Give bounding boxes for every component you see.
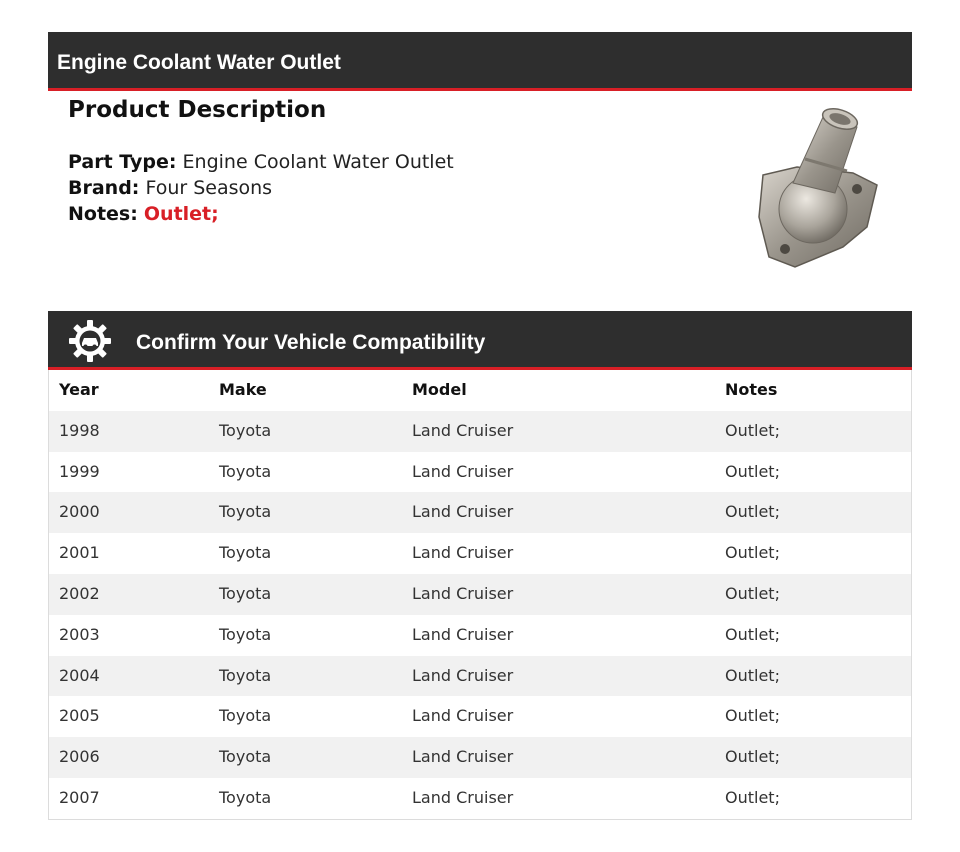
model-cell: Land Cruiser <box>412 502 514 522</box>
notes-cell: Outlet; <box>725 420 780 440</box>
make-cell: Toyota <box>219 583 272 603</box>
compatibility-banner <box>48 311 912 370</box>
part-type-line <box>68 151 454 173</box>
notes-cell: Outlet; <box>725 747 780 767</box>
year-cell: 2005 <box>59 706 100 726</box>
brand-label: Brand: <box>68 177 140 199</box>
table-row <box>49 656 911 697</box>
year-cell: 2003 <box>59 624 100 644</box>
make-cell: Toyota <box>219 420 272 440</box>
make-cell: Toyota <box>219 747 272 767</box>
year-cell: 2002 <box>59 583 100 603</box>
notes-cell: Outlet; <box>725 461 780 481</box>
year-cell: 2004 <box>59 665 100 685</box>
make-cell: Toyota <box>219 665 272 685</box>
make-cell: Toyota <box>219 787 272 807</box>
column-header-make: Make <box>219 380 267 399</box>
model-cell: Land Cruiser <box>412 583 514 603</box>
notes-cell: Outlet; <box>725 787 780 807</box>
year-cell: 2000 <box>59 502 100 522</box>
model-cell: Land Cruiser <box>412 706 514 726</box>
model-cell: Land Cruiser <box>412 461 514 481</box>
model-cell: Land Cruiser <box>412 624 514 644</box>
make-cell: Toyota <box>219 624 272 644</box>
year-cell: 1999 <box>59 461 100 481</box>
gear-car-icon <box>68 319 112 363</box>
title-banner <box>48 32 912 91</box>
brand-line <box>68 177 272 199</box>
model-cell: Land Cruiser <box>412 787 514 807</box>
column-header-notes: Notes <box>725 380 778 399</box>
notes-cell: Outlet; <box>725 706 780 726</box>
model-cell: Land Cruiser <box>412 665 514 685</box>
product-description-heading: Product Description <box>68 97 327 123</box>
model-cell: Land Cruiser <box>412 747 514 767</box>
year-cell: 2001 <box>59 543 100 563</box>
table-row <box>49 615 911 656</box>
column-header-model: Model <box>412 380 467 399</box>
notes-label: Notes: <box>68 203 138 225</box>
brand-value: Four Seasons <box>145 177 273 199</box>
table-header-row <box>49 370 911 411</box>
year-cell: 2006 <box>59 747 100 767</box>
make-cell: Toyota <box>219 461 272 481</box>
part-type-label: Part Type: <box>68 151 177 173</box>
compatibility-title: Confirm Your Vehicle Compatibility <box>136 331 486 354</box>
table-row <box>49 452 911 493</box>
notes-value: Outlet; <box>143 203 219 225</box>
product-image <box>735 97 910 272</box>
make-cell: Toyota <box>219 706 272 726</box>
table-row <box>49 411 911 452</box>
page-title: Engine Coolant Water Outlet <box>57 51 341 74</box>
notes-line <box>68 203 219 225</box>
make-cell: Toyota <box>219 502 272 522</box>
column-header-year: Year <box>59 380 99 399</box>
table-row <box>49 492 911 533</box>
year-cell: 1998 <box>59 420 100 440</box>
model-cell: Land Cruiser <box>412 420 514 440</box>
table-row <box>49 778 911 819</box>
notes-cell: Outlet; <box>725 502 780 522</box>
table-row <box>49 737 911 778</box>
year-cell: 2007 <box>59 787 100 807</box>
compatibility-table <box>48 370 912 820</box>
table-row <box>49 533 911 574</box>
notes-cell: Outlet; <box>725 583 780 603</box>
notes-cell: Outlet; <box>725 624 780 644</box>
table-row <box>49 696 911 737</box>
notes-cell: Outlet; <box>725 665 780 685</box>
make-cell: Toyota <box>219 543 272 563</box>
model-cell: Land Cruiser <box>412 543 514 563</box>
part-type-value: Engine Coolant Water Outlet <box>182 151 454 173</box>
table-row <box>49 574 911 615</box>
notes-cell: Outlet; <box>725 543 780 563</box>
